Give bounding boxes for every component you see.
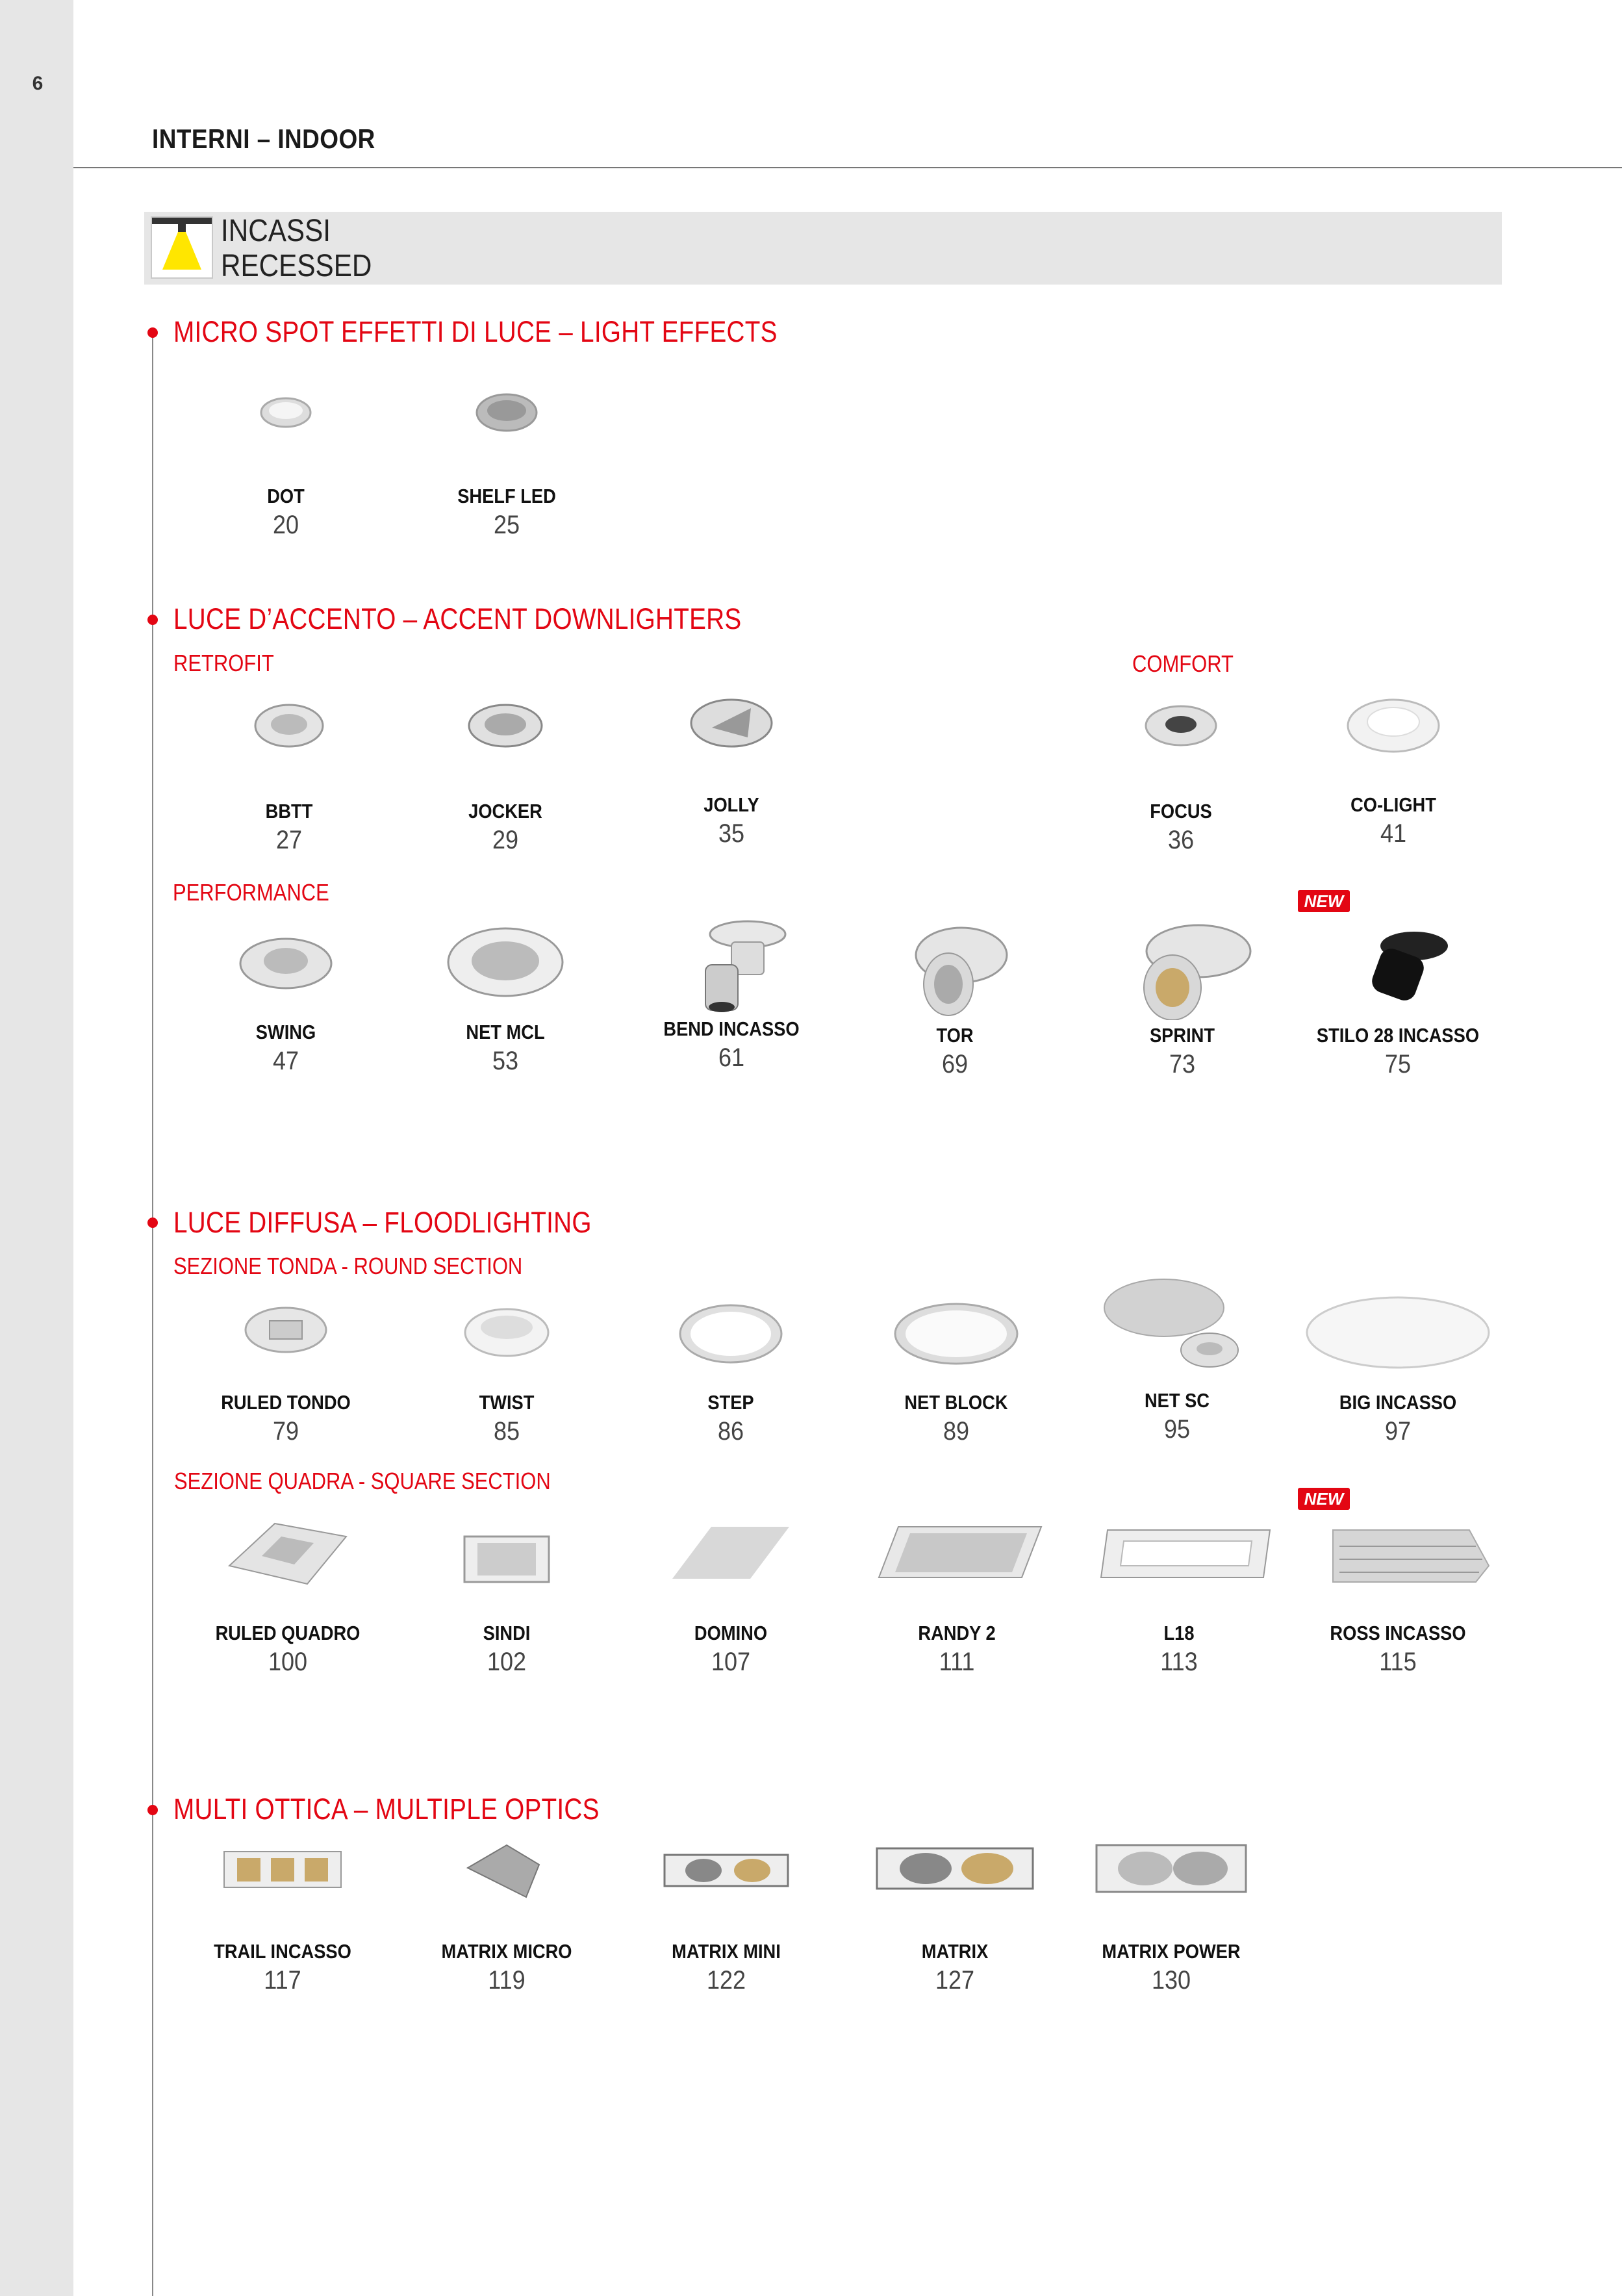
product-image [1085,923,1280,1020]
product-image [1082,1520,1276,1618]
product-page: 130 [1151,1966,1191,1995]
product-name: MATRIX MINI [672,1940,781,1963]
subhead-comfort: COMFORT [1132,650,1234,677]
product-page: 73 [1169,1050,1196,1078]
product-name: DOT [267,485,305,507]
product-page: 20 [272,511,299,539]
category-label-en: RECESSED [221,249,372,283]
product-image [1300,1290,1495,1387]
product-name: FOCUS [1150,800,1212,823]
product-net-block[interactable] [839,1290,1073,1447]
section-bullet [147,327,158,338]
product-page: 107 [711,1648,751,1676]
section-bullet [147,1218,158,1228]
product-page: 95 [1163,1415,1191,1444]
product-l18[interactable] [1062,1520,1296,1677]
subhead-round-section: SEZIONE TONDA - ROUND SECTION [173,1253,523,1279]
product-name: RULED QUADRO [215,1622,361,1644]
product-page: 100 [268,1648,308,1676]
product-name: CO-LIGHT [1350,793,1436,816]
product-page: 117 [264,1966,301,1995]
product-name: NET BLOCK [904,1391,1008,1414]
product-image [1300,1520,1495,1618]
product-matrix-power[interactable] [1054,1839,1288,1996]
product-page: 35 [718,819,745,848]
product-image [409,1839,604,1936]
product-page: 41 [1380,819,1407,848]
product-page: 69 [941,1050,969,1078]
product-swing[interactable] [169,919,403,1077]
product-name: SINDI [483,1622,531,1644]
product-name: JOLLY [703,793,759,816]
product-name: STEP [707,1391,754,1414]
product-sprint[interactable] [1065,923,1299,1080]
product-image [409,383,604,481]
product-trail-incasso[interactable] [166,1839,399,1996]
section-title-floodlighting: LUCE DIFFUSA – FLOODLIGHTING [173,1206,592,1239]
product-name: TWIST [479,1391,535,1414]
product-tor[interactable] [838,923,1072,1080]
product-image [1083,698,1278,796]
product-jocker[interactable] [388,698,622,856]
product-net-mcl[interactable] [388,919,622,1077]
product-image [633,1290,828,1387]
subhead-square-section: SEZIONE QUADRA - SQUARE SECTION [174,1468,551,1494]
product-page: 53 [492,1047,519,1075]
product-image [409,1290,604,1387]
product-name: MATRIX MICRO [441,1940,572,1963]
product-image [857,923,1052,1020]
product-co-light[interactable] [1276,692,1510,849]
product-page: 47 [272,1047,299,1075]
product-name: STILO 28 INCASSO [1316,1024,1480,1047]
category-label-it: INCASSI [221,214,331,248]
product-sindi[interactable] [390,1520,624,1677]
product-image [629,1839,824,1936]
section-title-multiple-optics: MULTI OTTICA – MULTIPLE OPTICS [173,1792,600,1826]
product-page: 97 [1384,1417,1412,1446]
product-image [1080,1272,1274,1370]
product-name: BIG INCASSO [1339,1391,1457,1414]
product-page: 111 [939,1648,975,1676]
product-name: RANDY 2 [918,1622,996,1644]
section-bullet [147,1805,158,1815]
product-image [1300,923,1495,1020]
product-shelf-led[interactable] [390,383,624,541]
product-ruled-quadro[interactable] [171,1520,405,1677]
timeline-line [152,333,153,2296]
product-jolly[interactable] [615,692,848,849]
product-page: 102 [487,1648,527,1676]
product-image [185,1839,380,1936]
product-image [633,1520,828,1618]
product-image [634,916,829,1014]
product-big-incasso[interactable] [1281,1290,1515,1447]
product-page: 61 [718,1043,745,1072]
product-name: DOMINO [694,1622,768,1644]
product-name: ROSS INCASSO [1330,1622,1466,1644]
product-image [859,1520,1054,1618]
page-number: 6 [32,73,44,94]
product-matrix-micro[interactable] [390,1839,624,1996]
product-page: 36 [1167,826,1195,854]
product-name: MATRIX [921,1940,989,1963]
product-page: 113 [1160,1648,1198,1676]
product-image [409,1520,604,1618]
product-image [408,919,603,1017]
product-domino[interactable] [614,1520,848,1677]
page-title: INTERNI – INDOOR [152,123,375,154]
product-name: RULED TONDO [221,1391,351,1414]
product-name: NET MCL [466,1021,545,1043]
product-name: BBTT [265,800,313,823]
section-title-accent-downlighters: LUCE D’ACCENTO – ACCENT DOWNLIGHTERS [173,602,742,635]
product-page: 86 [717,1417,744,1446]
product-image [408,698,603,796]
product-name: SPRINT [1149,1024,1215,1047]
product-page: 25 [493,511,520,539]
product-page: 119 [488,1966,526,1995]
subhead-performance: PERFORMANCE [173,879,329,906]
product-page: 75 [1384,1050,1412,1078]
product-net-sc[interactable] [1060,1272,1294,1445]
product-name: JOCKER [468,800,542,823]
product-image [859,1290,1054,1387]
product-name: SHELF LED [457,485,556,507]
product-page: 85 [493,1417,520,1446]
subhead-retrofit: RETROFIT [173,650,274,676]
header-divider [73,167,1622,168]
new-badge [1297,1486,1351,1516]
product-page: 29 [492,826,519,854]
product-matrix-mini[interactable] [609,1839,843,1996]
recessed-light-icon [151,216,213,279]
section-bullet [147,615,158,625]
product-name: TOR [936,1024,974,1047]
new-badge-label: NEW [1304,891,1344,911]
new-badge [1297,889,1351,918]
product-page: 122 [706,1966,746,1995]
product-matrix[interactable] [838,1839,1072,1996]
product-bbtt[interactable] [172,698,406,856]
product-stilo-28-incasso[interactable] [1281,891,1515,1080]
product-page: 115 [1379,1648,1417,1676]
new-badge-label: NEW [1304,1489,1344,1509]
product-name: NET SC [1144,1389,1210,1412]
product-image [1074,1839,1269,1936]
product-image [188,1290,383,1387]
product-page: 79 [272,1417,299,1446]
product-image [190,1520,385,1618]
product-image [857,1839,1052,1936]
product-name: TRAIL INCASSO [214,1940,351,1963]
product-image [188,383,383,481]
product-ruled-tondo[interactable] [169,1290,403,1447]
product-page: 27 [275,826,303,854]
product-name: MATRIX POWER [1102,1940,1241,1963]
product-randy-2[interactable] [840,1520,1074,1677]
product-bend-incasso[interactable] [615,916,848,1073]
product-name: L18 [1163,1622,1195,1644]
product-image [192,698,386,796]
product-dot[interactable] [169,383,403,541]
product-image [1296,692,1491,789]
side-strip [0,0,73,2296]
product-step[interactable] [614,1290,848,1447]
product-ross-incasso[interactable] [1281,1489,1515,1677]
product-twist[interactable] [390,1290,624,1447]
product-name: SWING [255,1021,316,1043]
product-page: 89 [943,1417,970,1446]
product-name: BEND INCASSO [663,1017,800,1040]
section-title-light-effects: MICRO SPOT EFFETTI DI LUCE – LIGHT EFFECTS [173,315,778,348]
product-image [188,919,383,1017]
product-page: 127 [935,1966,975,1995]
product-image [634,692,829,789]
product-focus[interactable] [1064,698,1298,856]
